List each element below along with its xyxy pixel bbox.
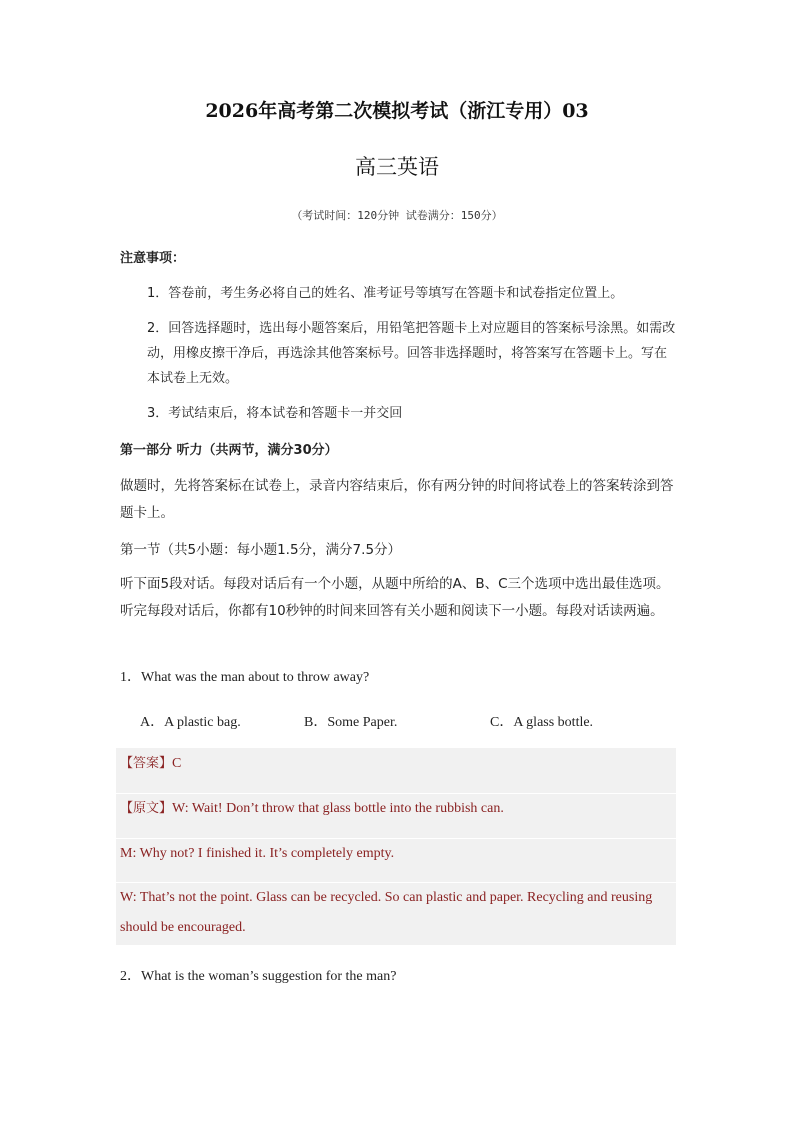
section-heading: 第一节（共5小题：每小题1.5分，满分7.5分）	[120, 542, 402, 558]
answer-value: C	[172, 756, 182, 771]
section-instructions: 听下面5段对话。每段对话后有一个小题，从题中所给的A、B、C三个选项中选出最佳选项。听完每段对话后，你都有10秒钟的时间来回答有关小题和阅读下一小题。每段对话读两遍。	[120, 576, 670, 619]
question-2-stem: 2．What is the woman’s suggestion for the man?	[120, 969, 397, 984]
exam-info: （考试时间：120分钟 试卷满分：150分）	[291, 209, 503, 222]
exam-subject: 高三英语	[355, 155, 439, 179]
notes-heading: 注意事项：	[120, 251, 186, 266]
transcript-text: W: Wait! Don’t throw that glass bottle into the rubbish can.	[172, 801, 504, 816]
exam-title: 2026年高考第二次模拟考试（浙江专用）03	[205, 100, 589, 122]
question-1-stem: 1．What was the man about to throw away?	[120, 670, 370, 685]
question-1-option-a: A．A plastic bag.	[140, 715, 241, 730]
question-1-option-c: C．A glass bottle.	[490, 715, 594, 730]
transcript-line	[120, 794, 672, 824]
transcript-label: 【原文】	[120, 801, 173, 816]
note-item: 3．考试结束后，将本试卷和答题卡一并交回	[147, 406, 403, 421]
answer-label: 【答案】	[120, 756, 173, 771]
answer-box	[116, 748, 676, 945]
listening-instructions: 做题时，先将答案标在试卷上，录音内容结束后，你有两分钟的时间将试卷上的答案转涂到答题卡上。	[120, 478, 674, 521]
transcript-line: M: Why not? I finished it. It’s completely empty.	[120, 846, 395, 861]
note-item: 2．回答选择题时，选出每小题答案后，用铅笔把答题卡上对应题目的答案标号涂黑。如需改动，用橡皮擦干净后，再选涂其他答案标号。回答非选择题时，将答案写在答题卡上。写在本试卷上无效。	[147, 321, 676, 386]
transcript-line: W: That’s not the point. Glass can be recycled. So can plastic and paper. Recycling and reusing should be encouraged.	[120, 890, 653, 935]
part-heading: 第一部分 听力（共两节，满分30分）	[120, 443, 338, 458]
answer-line	[120, 749, 672, 779]
note-item: 1．答卷前，考生务必将自己的姓名、准考证号等填写在答题卡和试卷指定位置上。	[147, 286, 624, 301]
question-1-option-b: B．Some Paper.	[304, 715, 398, 730]
